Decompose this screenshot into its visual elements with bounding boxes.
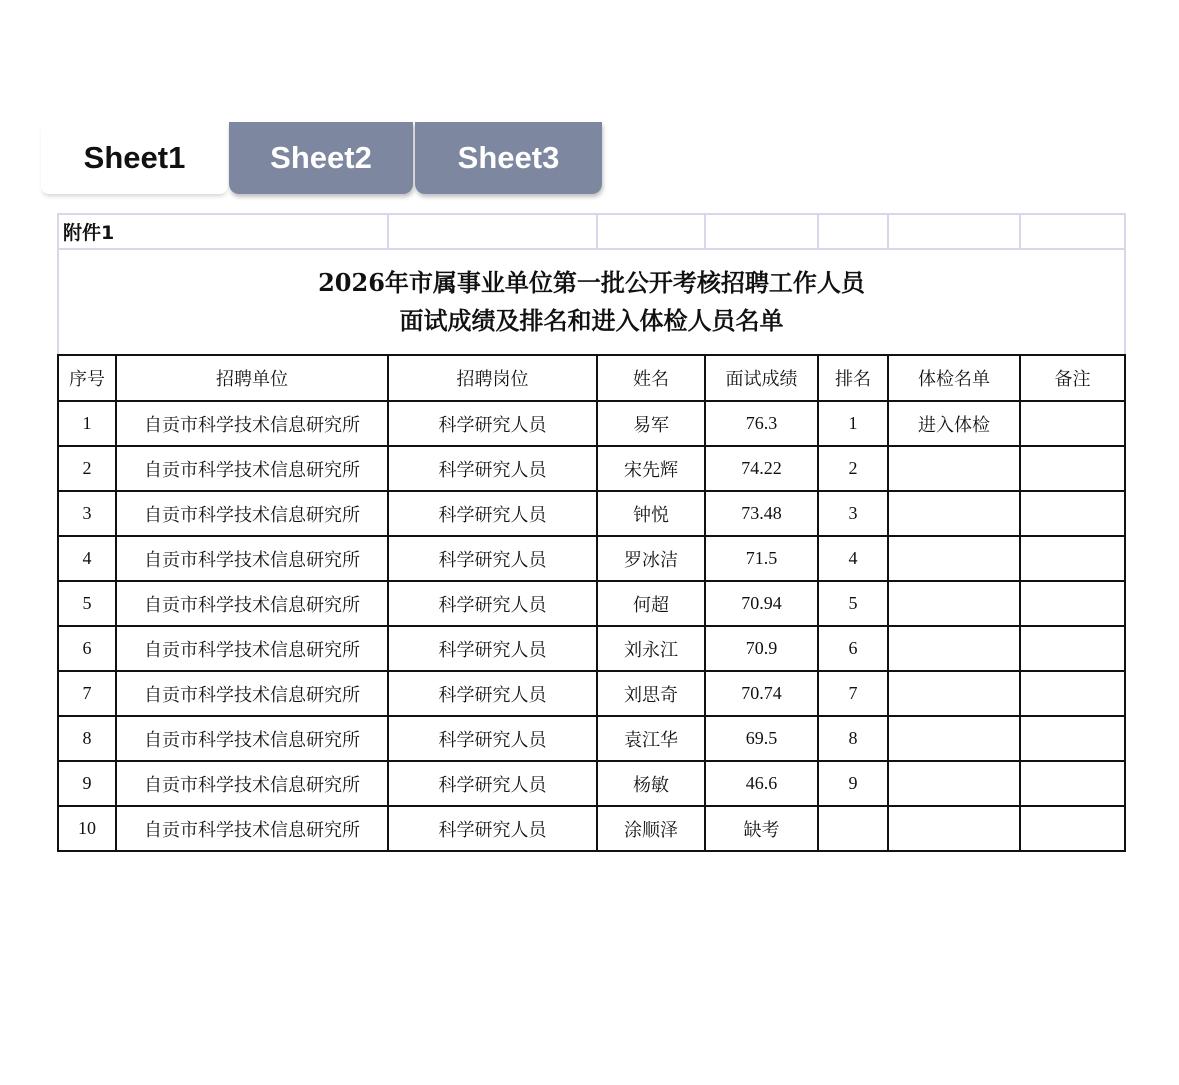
table-row xyxy=(58,626,1125,671)
table-row xyxy=(58,491,1125,536)
title-row xyxy=(58,249,1125,355)
cell-seq[interactable]: 10 xyxy=(58,806,116,851)
cell-score[interactable]: 71.5 xyxy=(705,536,818,581)
header-post[interactable]: 招聘岗位 xyxy=(388,355,597,401)
cell-unit[interactable]: 自贡市科学技术信息研究所 xyxy=(116,716,388,761)
cell-name[interactable]: 易军 xyxy=(597,401,705,446)
cell-post[interactable]: 科学研究人员 xyxy=(388,446,597,491)
header-name[interactable]: 姓名 xyxy=(597,355,705,401)
cell-exam-list[interactable] xyxy=(888,671,1020,716)
cell-post[interactable]: 科学研究人员 xyxy=(388,626,597,671)
header-unit[interactable]: 招聘单位 xyxy=(116,355,388,401)
cell-seq[interactable]: 5 xyxy=(58,581,116,626)
cell-unit[interactable]: 自贡市科学技术信息研究所 xyxy=(116,806,388,851)
cell-name[interactable]: 钟悦 xyxy=(597,491,705,536)
cell-seq[interactable]: 7 xyxy=(58,671,116,716)
table-row xyxy=(58,761,1125,806)
table-row xyxy=(58,806,1125,851)
header-exam-list[interactable]: 体检名单 xyxy=(888,355,1020,401)
empty-cell[interactable] xyxy=(705,214,818,249)
cell-rank[interactable]: 1 xyxy=(818,401,888,446)
cell-exam-list[interactable] xyxy=(888,536,1020,581)
cell-unit[interactable]: 自贡市科学技术信息研究所 xyxy=(116,491,388,536)
cell-rank[interactable]: 2 xyxy=(818,446,888,491)
table-row xyxy=(58,446,1125,491)
cell-unit[interactable]: 自贡市科学技术信息研究所 xyxy=(116,581,388,626)
cell-rank[interactable]: 5 xyxy=(818,581,888,626)
empty-cell[interactable] xyxy=(597,214,705,249)
header-rank[interactable]: 排名 xyxy=(818,355,888,401)
cell-post[interactable]: 科学研究人员 xyxy=(388,761,597,806)
cell-seq[interactable]: 6 xyxy=(58,626,116,671)
cell-name[interactable]: 罗冰洁 xyxy=(597,536,705,581)
table-row xyxy=(58,536,1125,581)
cell-score[interactable]: 46.6 xyxy=(705,761,818,806)
cell-unit[interactable]: 自贡市科学技术信息研究所 xyxy=(116,761,388,806)
empty-cell[interactable] xyxy=(1020,214,1125,249)
cell-note[interactable] xyxy=(1020,401,1125,446)
cell-score[interactable]: 70.74 xyxy=(705,671,818,716)
cell-note[interactable] xyxy=(1020,716,1125,761)
cell-score[interactable]: 69.5 xyxy=(705,716,818,761)
cell-score[interactable]: 74.22 xyxy=(705,446,818,491)
cell-note[interactable] xyxy=(1020,626,1125,671)
cell-name[interactable]: 刘永江 xyxy=(597,626,705,671)
cell-rank[interactable]: 7 xyxy=(818,671,888,716)
cell-seq[interactable]: 8 xyxy=(58,716,116,761)
cell-unit[interactable]: 自贡市科学技术信息研究所 xyxy=(116,401,388,446)
cell-post[interactable]: 科学研究人员 xyxy=(388,491,597,536)
title-cell[interactable] xyxy=(58,249,1125,355)
cell-rank[interactable]: 3 xyxy=(818,491,888,536)
cell-seq[interactable]: 9 xyxy=(58,761,116,806)
header-seq[interactable]: 序号 xyxy=(58,355,116,401)
cell-exam-list[interactable] xyxy=(888,491,1020,536)
cell-exam-list[interactable] xyxy=(888,626,1020,671)
cell-score[interactable]: 76.3 xyxy=(705,401,818,446)
cell-note[interactable] xyxy=(1020,491,1125,536)
cell-note[interactable] xyxy=(1020,446,1125,491)
cell-post[interactable]: 科学研究人员 xyxy=(388,716,597,761)
spreadsheet-table xyxy=(57,213,1126,852)
cell-name[interactable]: 袁江华 xyxy=(597,716,705,761)
cell-score[interactable]: 70.9 xyxy=(705,626,818,671)
tab-sheet1[interactable]: Sheet1 xyxy=(41,122,228,194)
cell-seq[interactable]: 1 xyxy=(58,401,116,446)
cell-name[interactable]: 宋先辉 xyxy=(597,446,705,491)
cell-unit[interactable]: 自贡市科学技术信息研究所 xyxy=(116,446,388,491)
cell-seq[interactable]: 3 xyxy=(58,491,116,536)
header-note[interactable]: 备注 xyxy=(1020,355,1125,401)
cell-exam-list[interactable] xyxy=(888,806,1020,851)
cell-score[interactable]: 70.94 xyxy=(705,581,818,626)
empty-cell[interactable] xyxy=(888,214,1020,249)
cell-post[interactable]: 科学研究人员 xyxy=(388,401,597,446)
tab-sheet2[interactable]: Sheet2 xyxy=(229,122,413,194)
cell-exam-list[interactable]: 进入体检 xyxy=(888,401,1020,446)
cell-exam-list[interactable] xyxy=(888,761,1020,806)
cell-note[interactable] xyxy=(1020,536,1125,581)
cell-note[interactable] xyxy=(1020,761,1125,806)
header-row xyxy=(58,355,1125,401)
cell-score[interactable]: 73.48 xyxy=(705,491,818,536)
cell-unit[interactable]: 自贡市科学技术信息研究所 xyxy=(116,536,388,581)
cell-seq[interactable]: 4 xyxy=(58,536,116,581)
attachment-row xyxy=(58,214,1125,249)
cell-rank[interactable]: 6 xyxy=(818,626,888,671)
table-row xyxy=(58,716,1125,761)
title-line-2: 面试成绩及排名和进入体检人员名单 xyxy=(399,306,784,335)
cell-exam-list[interactable] xyxy=(888,581,1020,626)
cell-rank[interactable]: 4 xyxy=(818,536,888,581)
cell-score[interactable]: 缺考 xyxy=(705,806,818,851)
header-score[interactable]: 面试成绩 xyxy=(705,355,818,401)
cell-name[interactable]: 涂顺泽 xyxy=(597,806,705,851)
tab-sheet3[interactable]: Sheet3 xyxy=(415,122,602,194)
cell-post[interactable]: 科学研究人员 xyxy=(388,806,597,851)
cell-rank[interactable] xyxy=(818,806,888,851)
cell-name[interactable]: 何超 xyxy=(597,581,705,626)
cell-post[interactable]: 科学研究人员 xyxy=(388,581,597,626)
cell-post[interactable]: 科学研究人员 xyxy=(388,671,597,716)
cell-rank[interactable]: 8 xyxy=(818,716,888,761)
title-line-1: 2026年市属事业单位第一批公开考核招聘工作人员 xyxy=(318,268,865,297)
empty-cell[interactable] xyxy=(388,214,597,249)
empty-cell[interactable] xyxy=(818,214,888,249)
cell-seq[interactable]: 2 xyxy=(58,446,116,491)
table-row xyxy=(58,401,1125,446)
attachment-label[interactable]: 附件1 xyxy=(58,214,388,249)
cell-rank[interactable]: 9 xyxy=(818,761,888,806)
cell-name[interactable]: 杨敏 xyxy=(597,761,705,806)
cell-post[interactable]: 科学研究人员 xyxy=(388,536,597,581)
table-row xyxy=(58,671,1125,716)
cell-exam-list[interactable] xyxy=(888,446,1020,491)
cell-note[interactable] xyxy=(1020,581,1125,626)
cell-name[interactable]: 刘思奇 xyxy=(597,671,705,716)
cell-note[interactable] xyxy=(1020,806,1125,851)
cell-unit[interactable]: 自贡市科学技术信息研究所 xyxy=(116,671,388,716)
cell-note[interactable] xyxy=(1020,671,1125,716)
cell-exam-list[interactable] xyxy=(888,716,1020,761)
table-row xyxy=(58,581,1125,626)
cell-unit[interactable]: 自贡市科学技术信息研究所 xyxy=(116,626,388,671)
